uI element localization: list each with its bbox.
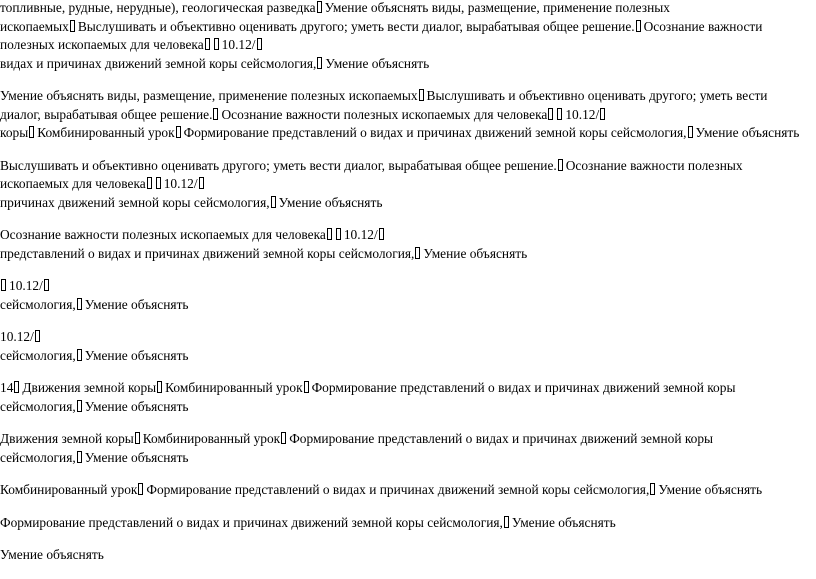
text-segment: Умение объяснять	[325, 55, 430, 71]
text-segment: Формирование представлений о видах и причинах движений земной коры сейсмология,	[183, 125, 687, 140]
field-separator-glyph	[77, 298, 82, 310]
text-line	[0, 55, 816, 74]
text-paragraph	[0, 514, 816, 533]
text-segment: ископаемых для человека	[0, 176, 146, 191]
field-separator-glyph	[336, 228, 341, 240]
text-segment: Осознание важности полезных ископаемых для человека	[0, 227, 326, 242]
field-separator-glyph	[419, 89, 424, 101]
field-separator-glyph	[317, 1, 322, 13]
text-segment: 10.12/	[9, 278, 43, 293]
text-segment: топливные, рудные, нерудные), геологическая разведка	[0, 0, 316, 15]
text-line	[0, 18, 816, 37]
text-line	[0, 379, 816, 398]
text-segment: сейсмология,	[0, 449, 76, 465]
field-separator-glyph	[138, 483, 143, 495]
field-separator-glyph	[271, 196, 276, 208]
field-separator-glyph	[29, 126, 34, 138]
field-separator-glyph	[650, 483, 655, 495]
text-segment: коры	[0, 125, 29, 140]
text-segment: Выслушивать и объективно оценивать другого; уметь вести	[426, 88, 768, 103]
text-segment: Комбинированный урок	[0, 482, 138, 497]
text-segment: сейсмология,	[0, 347, 76, 363]
text-line	[0, 0, 816, 18]
field-separator-glyph	[548, 108, 553, 120]
field-separator-glyph	[157, 381, 162, 393]
text-segment: Выслушивать и объективно оценивать другого; уметь вести диалог, вырабатывая общее решение.	[0, 157, 557, 173]
field-separator-glyph	[504, 516, 509, 528]
text-segment: Умение объяснять	[658, 482, 763, 497]
field-separator-glyph	[205, 38, 210, 50]
field-separator-glyph	[14, 381, 19, 393]
field-separator-glyph	[558, 159, 563, 171]
text-segment: Умение объяснять виды, размещение, применение полезных	[324, 0, 670, 15]
text-line	[0, 514, 816, 533]
field-separator-glyph	[214, 38, 219, 50]
text-segment: Умение объяснять	[695, 125, 800, 140]
text-segment: 10.12/	[221, 37, 256, 52]
text-paragraph	[0, 430, 816, 467]
text-paragraph	[0, 546, 816, 565]
text-segment: причинах движений земной коры сейсмология,	[0, 194, 270, 210]
field-separator-glyph	[1, 279, 6, 291]
field-separator-glyph	[379, 228, 384, 240]
text-segment: Формирование представлений о видах и причинах движений земной коры сейсмология,	[0, 514, 503, 530]
field-separator-glyph	[317, 57, 322, 69]
text-line	[0, 481, 816, 500]
text-paragraph	[0, 0, 816, 73]
text-line	[0, 36, 816, 55]
field-separator-glyph	[77, 451, 82, 463]
text-segment: Комбинированный урок	[165, 380, 303, 395]
text-line	[0, 157, 816, 176]
text-segment: Движения земной коры	[22, 380, 157, 395]
text-segment: сейсмология,	[0, 296, 76, 312]
text-paragraph	[0, 87, 816, 143]
text-segment: Умение объяснять виды, размещение, применение полезных ископаемых	[0, 88, 418, 103]
text-line	[0, 430, 816, 449]
text-line	[0, 175, 816, 194]
text-segment: 10.12/	[0, 329, 34, 344]
field-separator-glyph	[77, 400, 82, 412]
text-paragraph	[0, 157, 816, 213]
text-line	[0, 398, 816, 417]
text-segment: Умение объяснять	[84, 398, 189, 414]
field-separator-glyph	[600, 108, 605, 120]
text-segment: Комбинированный урок	[142, 431, 281, 446]
text-segment: Движения земной коры	[0, 431, 134, 446]
text-segment: Осознание важности	[643, 18, 763, 34]
text-paragraph	[0, 277, 816, 314]
text-segment: 10.12/	[343, 227, 378, 242]
text-segment: представлений о видах и причинах движений земной коры сейсмология,	[0, 245, 415, 261]
text-segment: Умение объяснять	[84, 296, 189, 312]
field-separator-glyph	[304, 381, 309, 393]
field-separator-glyph	[35, 330, 40, 342]
text-line	[0, 226, 816, 245]
field-separator-glyph	[281, 432, 286, 444]
text-segment: Умение объяснять	[84, 347, 189, 363]
text-line	[0, 449, 816, 468]
text-line	[0, 87, 816, 106]
text-segment: Выслушивать и объективно оценивать другого; уметь вести диалог, вырабатывая общее решение.	[77, 18, 635, 34]
text-segment: Формирование представлений о видах и причинах движений земной коры сейсмология,	[146, 482, 650, 497]
field-separator-glyph	[557, 108, 562, 120]
text-line	[0, 124, 816, 143]
text-paragraph	[0, 481, 816, 500]
text-segment: диалог, вырабатывая общее решение.	[0, 106, 213, 122]
field-separator-glyph	[135, 432, 140, 444]
field-separator-glyph	[257, 38, 262, 50]
field-separator-glyph	[213, 108, 218, 120]
text-segment: Осознание важности полезных	[565, 157, 743, 173]
field-separator-glyph	[147, 177, 152, 189]
text-segment: Формирование представлений о видах и причинах движений земной коры	[289, 431, 714, 446]
field-separator-glyph	[77, 349, 82, 361]
text-line	[0, 277, 816, 296]
text-segment: видах и причинах движений земной коры сейсмология,	[0, 55, 317, 71]
text-segment: 10.12/	[565, 106, 600, 122]
text-line	[0, 296, 816, 315]
text-paragraph	[0, 379, 816, 416]
text-segment: Осознание важности полезных ископаемых для человека	[221, 106, 548, 122]
text-segment: Умение объяснять	[511, 514, 616, 530]
text-line	[0, 194, 816, 213]
text-segment: полезных ископаемых для человека	[0, 37, 204, 52]
text-line	[0, 328, 816, 347]
text-line	[0, 546, 816, 565]
field-separator-glyph	[176, 126, 181, 138]
field-separator-glyph	[156, 177, 161, 189]
text-line	[0, 347, 816, 366]
field-separator-glyph	[199, 177, 204, 189]
text-segment: Умение объяснять	[278, 194, 383, 210]
text-segment: 10.12/	[163, 176, 198, 191]
text-segment: Умение объяснять	[0, 547, 104, 562]
field-separator-glyph	[636, 20, 641, 32]
text-segment: ископаемых	[0, 18, 69, 34]
text-paragraph	[0, 328, 816, 365]
field-separator-glyph	[70, 20, 75, 32]
field-separator-glyph	[44, 279, 49, 291]
text-line	[0, 106, 816, 125]
text-segment: Умение объяснять	[84, 449, 189, 465]
text-segment: Комбинированный урок	[37, 125, 175, 140]
text-paragraph	[0, 226, 816, 263]
field-separator-glyph	[415, 247, 420, 259]
text-segment: Умение объяснять	[423, 245, 528, 261]
text-segment: сейсмология,	[0, 398, 76, 414]
field-separator-glyph	[688, 126, 693, 138]
text-segment: Формирование представлений о видах и причинах движений земной коры	[311, 380, 736, 395]
text-line	[0, 245, 816, 264]
text-segment: 14	[0, 380, 14, 395]
field-separator-glyph	[327, 228, 332, 240]
